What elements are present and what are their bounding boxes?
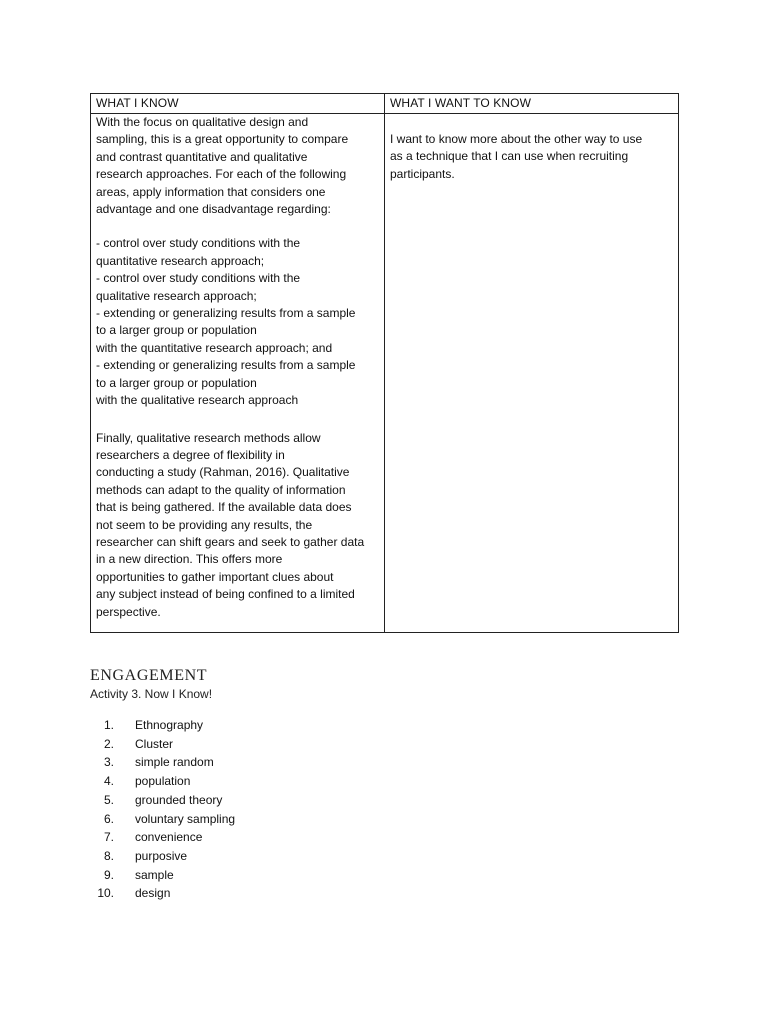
list-item bbox=[90, 810, 235, 829]
item-text: simple random bbox=[135, 755, 214, 770]
item-text: grounded theory bbox=[135, 792, 223, 807]
final-paragraph: Finally, qualitative research methods allow researchers a degree of flexibility in conducting a study (Rahman, 2016). Qualitative methods can adapt to the quality of information that is being gathered. If the available data does not seem to be providing any results, the researcher can shift gears and seek to gather data in a new direction. This offers more opportunities to gather important clues about any subject instead of being confined to a limited perspective. bbox=[96, 430, 365, 619]
item-text: Ethnography bbox=[135, 718, 204, 732]
list-item bbox=[90, 828, 235, 847]
list-item bbox=[90, 884, 235, 903]
want-to-know-text: I want to know more about the other way to use as a technique that I can use when recruiting participants. bbox=[390, 132, 643, 181]
list-item bbox=[90, 772, 235, 791]
item-text: purposive bbox=[135, 848, 188, 863]
list-item bbox=[90, 847, 235, 866]
answers-list bbox=[90, 716, 235, 903]
list-item bbox=[90, 753, 235, 772]
activity-title: Activity 3. Now I Know! bbox=[90, 687, 213, 701]
item-number: 7. bbox=[103, 830, 114, 845]
item-number: 4. bbox=[103, 774, 114, 789]
header-what-i-want-to-know: WHAT I WANT TO KNOW bbox=[385, 94, 679, 114]
what-i-want-to-know-cell bbox=[385, 114, 679, 633]
item-text: convenience bbox=[135, 830, 203, 845]
item-number: 5. bbox=[103, 792, 114, 807]
conditions-list: - control over study conditions with the quantitative research approach; - control over study conditions with the qualitative research approach; - extending or generalizing results from a sample to a larger group or population with the quantitative research approach; and - extending or generalizing results from a sample to a larger group or population with the qualitative research approach bbox=[96, 236, 356, 408]
item-text: sample bbox=[135, 867, 174, 882]
item-number: 8. bbox=[103, 848, 114, 863]
item-text: voluntary sampling bbox=[135, 811, 236, 826]
item-number: 6. bbox=[103, 811, 114, 826]
list-item bbox=[90, 791, 235, 810]
intro-paragraph: With the focus on qualitative design and sampling, this is a great opportunity to compare and contrast quantitative and qualitative research approaches. For each of the following areas, apply information that considers one advantage and one disadvantage regarding: bbox=[96, 115, 349, 217]
item-text: design bbox=[135, 886, 171, 901]
item-text: population bbox=[135, 774, 191, 789]
item-text: Cluster bbox=[135, 736, 174, 751]
table-body-row bbox=[91, 114, 679, 633]
list-item bbox=[90, 716, 235, 735]
section-heading: ENGAGEMENT bbox=[90, 667, 208, 684]
what-i-know-cell bbox=[91, 114, 385, 633]
item-number: 3. bbox=[103, 755, 114, 770]
list-item bbox=[90, 735, 235, 754]
list-item bbox=[90, 866, 235, 885]
item-number: 9. bbox=[103, 867, 114, 882]
table-header-row bbox=[91, 94, 679, 114]
item-number: 1. bbox=[103, 718, 114, 732]
item-number: 2. bbox=[103, 736, 114, 751]
header-what-i-know: WHAT I KNOW bbox=[91, 94, 385, 114]
kwl-table bbox=[90, 93, 679, 633]
item-number: 10. bbox=[97, 886, 114, 901]
